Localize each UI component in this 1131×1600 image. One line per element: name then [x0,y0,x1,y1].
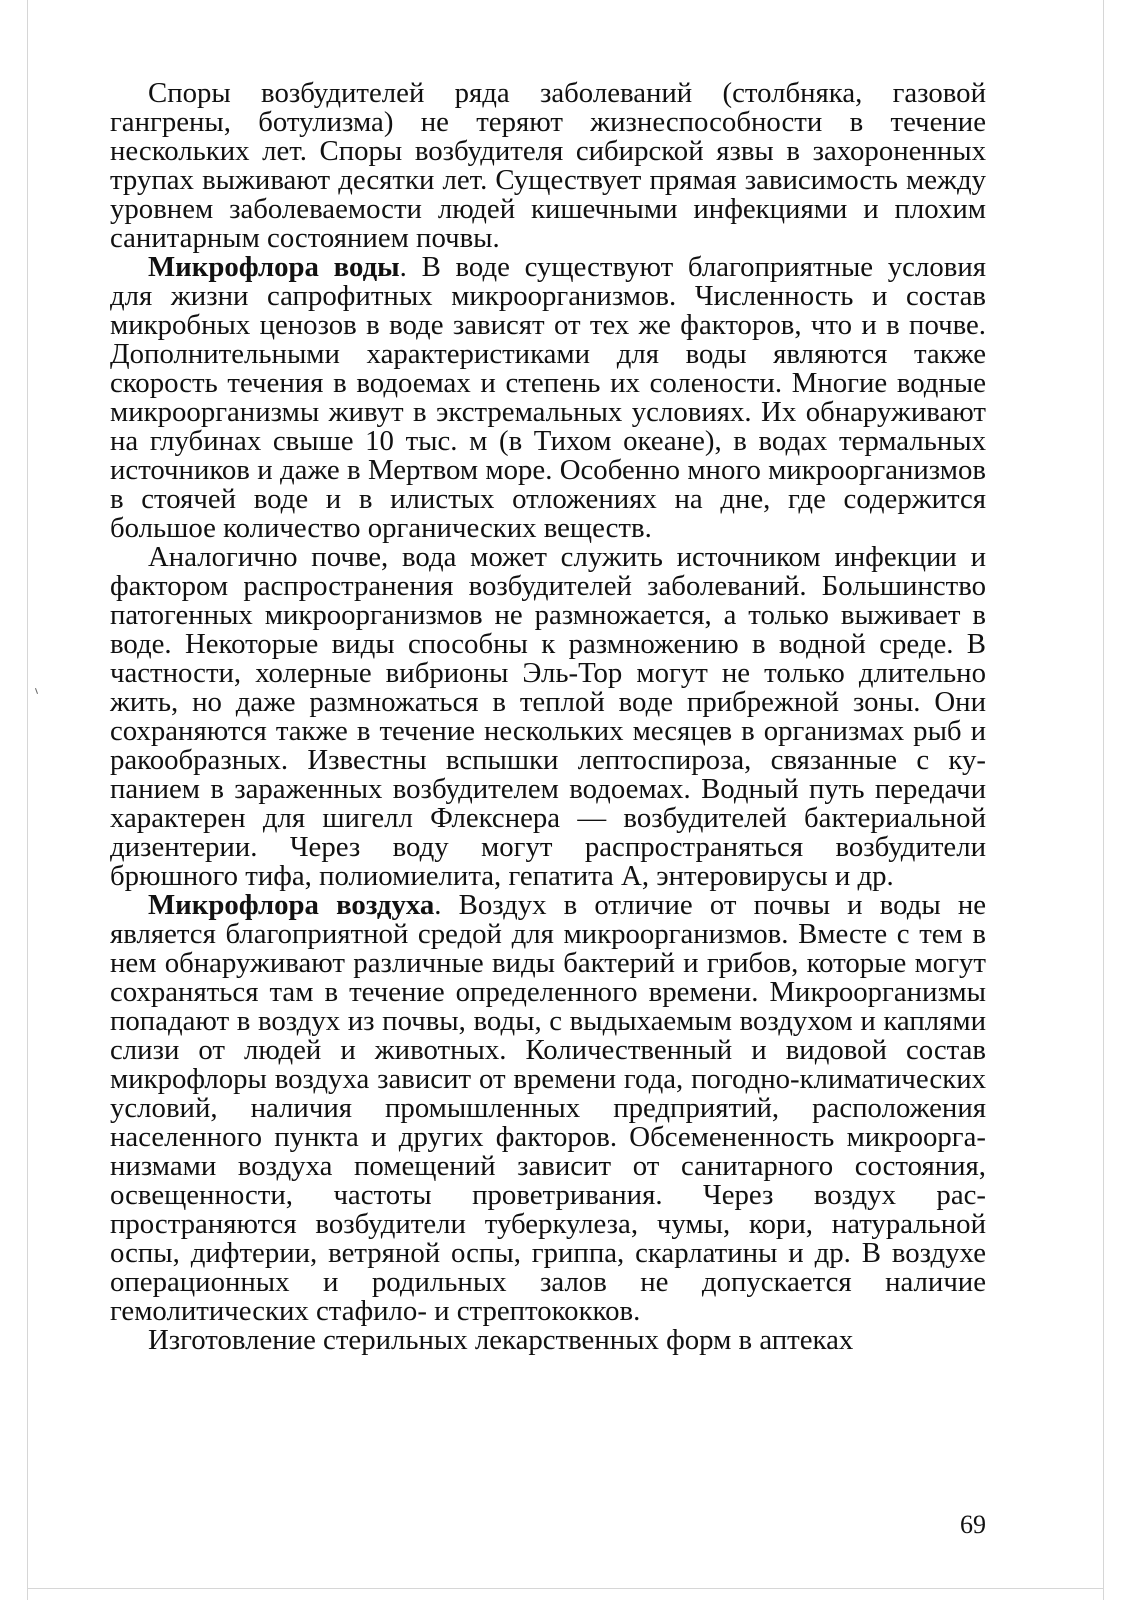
paragraph-air-microflora [110,891,986,1326]
page-number: 69 [960,1510,986,1539]
paragraph-text: . В воде существуют благоприятные условия для жизни сапрофитных микроорганизмов. Численность и состав микробных ценозов в воде зависят от тех же факторов, что и в почве. Дополнительными характеристиками для воды являются также скорость течения в водоемах и степень их солености. Многие водные микроорганизмы живут в экстремальных условиях. Их обнаруживают на глубинах свыше 10 тыс. м (в Тихом океане), в водах термальных источников и даже в Мертвом море. Особенно много микроорганизмов в стоячей воде и в илистых отложениях на дне, где содержится большое количество органических веществ. [110,251,986,544]
paragraph-heading: Микрофлора воздуха [148,889,435,921]
paragraph-text: Аналогично почве, вода может служить источником инфекции и фактором распространения возбудителей заболеваний. Большинство патогенных микроорганизмов не размножается, а только выживает в воде. Некоторые виды способны к размножению в водной среде. В частности, холерные вибрионы Эль-Тор могут не только длительно жить, но даже размножаться в теплой воде прибрежной зоны. Они сохраняются также в течение нескольких месяцев в организмах рыб и ракообразных. Известны вспышки лептоспироза, связанные с купанием в зараженных возбудителем водоемах. Водный путь передачи характерен для шигелл Флекснера — возбудителей бактериальной дизентерии. Через воду могут распространяться возбудители брюшного тифа, полиомиелита, гепатита А, энтеровирусы и др. [110,541,986,892]
paragraph-water-infection [110,543,986,891]
paragraph-text: Изготовление стерильных лекарственных форм в аптеках [148,1324,854,1356]
paragraph-water-microflora [110,253,986,543]
page-left-edge [27,0,28,1600]
paragraph-sterile-forms [110,1326,986,1355]
paragraph-text: Споры возбудителей ряда заболеваний (столбняка, газовой гангрены, ботулизма) не теряют жизнеспособности в течение нескольких лет. Споры возбудителя сибирской язвы в захороненных трупах выживают десятки лет. Существует прямая зависимость между уровнем заболеваемости людей кишечными инфекциями и плохим санитарным состоянием почвы. [110,77,986,254]
page-right-edge [1103,0,1104,1600]
scan-mark [35,688,38,694]
paragraph-heading: Микрофлора воды [148,251,400,283]
page-body [110,79,986,1355]
page-bottom-edge [27,1588,1104,1589]
paragraph-text: . Воздух в отличие от почвы и воды не является благоприятной средой для микроорганизмов. Вместе с тем в нем обнаруживают различные виды бактерий и грибов, которые могут сохраняться там в течение определенного времени. Микроорганизмы попадают в воздух из почвы, воды, с выдыхаемым воздухом и каплями слизи от людей и животных. Количественный и видовой состав микрофлоры воздуха зависит от времени года, погодно-климатических условий, наличия промышленных предприятий, расположения населенного пункта и других факторов. Обсемененность микроорганизмами воздуха помещений зависит от санитарного состояния, освещенности, частоты проветривания. Через воздух распространяются возбудители туберкулеза, чумы, кори, натуральной оспы, дифтерии, ветряной оспы, гриппа, скарлатины и др. В воздухе операционных и родильных залов не допускается наличие гемолитических стафило- и стрептококков. [110,889,987,1327]
paragraph-soil-spores [110,79,986,253]
